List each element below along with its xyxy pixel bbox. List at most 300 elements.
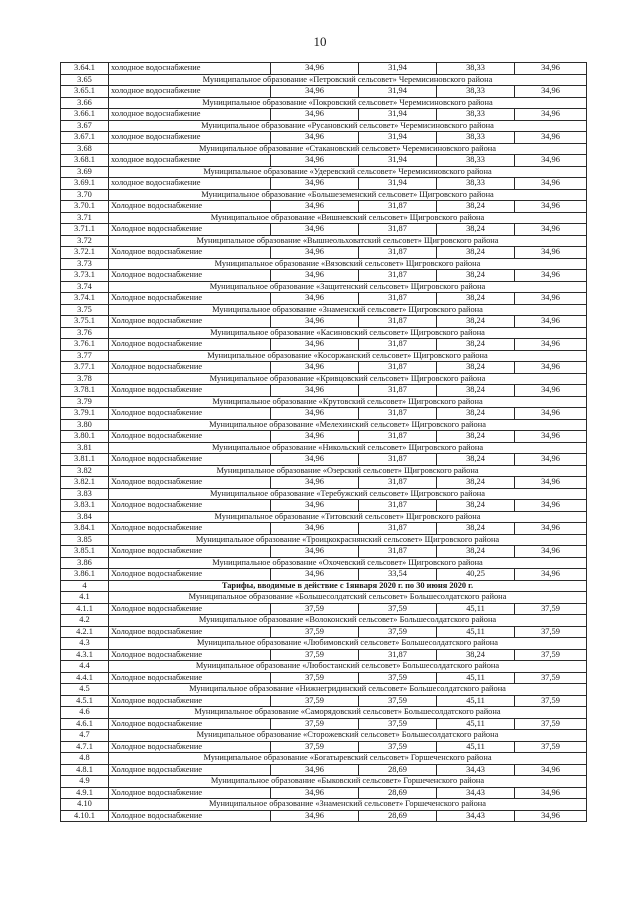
row-code: 3.81 [61, 442, 109, 454]
service-name: холодное водоснабжение [109, 155, 271, 167]
tariff-row [61, 787, 587, 799]
row-code: 4.9.1 [61, 787, 109, 799]
municipality-row [61, 753, 587, 765]
service-name: холодное водоснабжение [109, 178, 271, 190]
tariff-row [61, 270, 587, 282]
tariff-value: 31,87 [359, 339, 437, 351]
tariff-value: 38,33 [437, 63, 515, 75]
tariff-row [61, 649, 587, 661]
tariff-value: 31,94 [359, 86, 437, 98]
tariff-row [61, 672, 587, 684]
row-code: 4.8.1 [61, 764, 109, 776]
tariff-value: 45,11 [437, 741, 515, 753]
tariff-value: 38,24 [437, 477, 515, 489]
tariff-row [61, 546, 587, 558]
municipality-row [61, 235, 587, 247]
tariff-value: 34,96 [271, 546, 359, 558]
row-code: 4.3 [61, 638, 109, 650]
tariff-value: 31,87 [359, 408, 437, 420]
row-code: 3.77.1 [61, 362, 109, 374]
municipality-title: Муниципальное образование «Мелехинский сельсовет» Щигровского района [109, 419, 587, 431]
tariff-value: 34,96 [515, 270, 587, 282]
tariff-value: 38,24 [437, 546, 515, 558]
tariff-value: 37,59 [515, 718, 587, 730]
tariff-value: 34,96 [271, 109, 359, 121]
municipality-title: Муниципальное образование «Вязовский сельсовет» Щигровского района [109, 258, 587, 270]
tariff-row [61, 201, 587, 213]
tariff-value: 38,24 [437, 270, 515, 282]
tariff-value: 34,96 [271, 454, 359, 466]
tariff-value: 34,96 [271, 155, 359, 167]
row-code: 3.67.1 [61, 132, 109, 144]
tariff-row [61, 569, 587, 581]
tariff-value: 38,24 [437, 224, 515, 236]
tariff-row [61, 431, 587, 443]
tariff-value: 34,96 [515, 546, 587, 558]
tariff-row [61, 523, 587, 535]
tariff-value: 38,24 [437, 293, 515, 305]
tariff-value: 34,96 [271, 787, 359, 799]
row-code: 4.3.1 [61, 649, 109, 661]
service-name: Холодное водоснабжение [109, 695, 271, 707]
municipality-row [61, 638, 587, 650]
municipality-title: Муниципальное образование «Никольский сельсовет» Щигровского района [109, 442, 587, 454]
row-code: 3.78 [61, 373, 109, 385]
tariff-value: 38,24 [437, 454, 515, 466]
tariff-value: 37,59 [359, 672, 437, 684]
row-code: 3.80.1 [61, 431, 109, 443]
row-code: 3.68 [61, 143, 109, 155]
row-code: 4.5 [61, 684, 109, 696]
tariff-value: 34,96 [515, 178, 587, 190]
municipality-row [61, 557, 587, 569]
row-code: 3.72.1 [61, 247, 109, 259]
row-code: 3.85 [61, 534, 109, 546]
tariff-value: 34,96 [271, 385, 359, 397]
row-code: 3.73 [61, 258, 109, 270]
municipality-title: Муниципальное образование «Вишневский сельсовет» Щигровского района [109, 212, 587, 224]
row-code: 4.7.1 [61, 741, 109, 753]
service-name: Холодное водоснабжение [109, 339, 271, 351]
tariff-value: 34,96 [271, 63, 359, 75]
tariff-value: 31,87 [359, 201, 437, 213]
tariff-value: 31,87 [359, 546, 437, 558]
tariff-value: 34,96 [515, 63, 587, 75]
tariff-row [61, 500, 587, 512]
municipality-row [61, 730, 587, 742]
tariff-row [61, 63, 587, 75]
tariff-value: 31,87 [359, 477, 437, 489]
tariff-row [61, 718, 587, 730]
municipality-title: Муниципальное образование «Быковский сельсовет» Горшеченского района [109, 776, 587, 788]
tariff-value: 37,59 [359, 741, 437, 753]
municipality-row [61, 373, 587, 385]
row-code: 3.79 [61, 396, 109, 408]
tariff-value: 34,96 [515, 316, 587, 328]
row-code: 3.85.1 [61, 546, 109, 558]
row-code: 3.75.1 [61, 316, 109, 328]
municipality-row [61, 684, 587, 696]
tariff-value: 37,59 [515, 672, 587, 684]
row-code: 3.72 [61, 235, 109, 247]
service-name: Холодное водоснабжение [109, 523, 271, 535]
tariff-value: 34,96 [515, 408, 587, 420]
row-code: 4.1.1 [61, 603, 109, 615]
tariff-value: 34,96 [271, 201, 359, 213]
tariff-value: 37,59 [515, 695, 587, 707]
tariff-row [61, 385, 587, 397]
tariff-value: 38,33 [437, 109, 515, 121]
row-code: 3.65 [61, 74, 109, 86]
tariff-value: 34,96 [271, 293, 359, 305]
tariff-value: 37,59 [515, 603, 587, 615]
tariff-value: 34,96 [271, 178, 359, 190]
tariff-value: 31,87 [359, 500, 437, 512]
service-name: Холодное водоснабжение [109, 454, 271, 466]
tariff-value: 34,96 [271, 270, 359, 282]
municipality-row [61, 465, 587, 477]
row-code: 4.1 [61, 592, 109, 604]
row-code: 3.67 [61, 120, 109, 132]
section-title: Тарифы, вводимые в действие с 1января 2020 г. по 30 июня 2020 г. [109, 580, 587, 592]
tariff-value: 38,24 [437, 523, 515, 535]
row-code: 3.82 [61, 465, 109, 477]
municipality-title: Муниципальное образование «Стаканoвский сельсовет» Черемисиновского района [109, 143, 587, 155]
municipality-row [61, 534, 587, 546]
municipality-row [61, 511, 587, 523]
municipality-title: Муниципальное образование «Удеревский сельсовет» Черемисиновского района [109, 166, 587, 178]
tariff-value: 34,96 [515, 155, 587, 167]
tariff-value: 37,59 [271, 672, 359, 684]
tariff-value: 34,96 [271, 500, 359, 512]
row-code: 3.70.1 [61, 201, 109, 213]
row-code: 3.84.1 [61, 523, 109, 535]
tariff-value: 33,54 [359, 569, 437, 581]
row-code: 4.4.1 [61, 672, 109, 684]
municipality-title: Муниципальное образование «Касиновский сельсовет» Щигровского района [109, 327, 587, 339]
municipality-title: Муниципальное образование «Кривцовский сельсовет» Щигровского района [109, 373, 587, 385]
tariff-value: 38,24 [437, 339, 515, 351]
tariff-row [61, 224, 587, 236]
tariff-row [61, 178, 587, 190]
row-code: 3.81.1 [61, 454, 109, 466]
tariff-row [61, 408, 587, 420]
tariff-value: 37,59 [515, 649, 587, 661]
row-code: 4 [61, 580, 109, 592]
tariff-value: 34,96 [271, 339, 359, 351]
municipality-row [61, 776, 587, 788]
service-name: Холодное водоснабжение [109, 385, 271, 397]
row-code: 4.10.1 [61, 810, 109, 822]
municipality-row [61, 143, 587, 155]
row-code: 3.66 [61, 97, 109, 109]
tariff-value: 34,96 [515, 247, 587, 259]
row-code: 4.8 [61, 753, 109, 765]
tariff-row [61, 477, 587, 489]
tariff-value: 37,59 [271, 649, 359, 661]
tariff-row [61, 454, 587, 466]
tariff-value: 45,11 [437, 603, 515, 615]
row-code: 3.83 [61, 488, 109, 500]
tariff-value: 45,11 [437, 672, 515, 684]
municipality-title: Муниципальное образование «Волоконский сельсовет» Большесолдатского района [109, 615, 587, 627]
tariff-value: 38,24 [437, 316, 515, 328]
tariff-value: 34,96 [515, 810, 587, 822]
tariff-value: 34,96 [515, 109, 587, 121]
tariff-value: 34,96 [271, 523, 359, 535]
tariff-value: 45,11 [437, 718, 515, 730]
municipality-title: Муниципальное образование «Знаменский сельсовет» Горшеченского района [109, 799, 587, 811]
tariff-value: 34,96 [515, 454, 587, 466]
tariff-value: 34,96 [515, 523, 587, 535]
tariff-table-body [61, 63, 587, 822]
service-name: Холодное водоснабжение [109, 500, 271, 512]
municipality-title: Муниципальное образование «Знаменский сельсовет» Щигровского района [109, 304, 587, 316]
tariff-value: 31,87 [359, 270, 437, 282]
tariff-value: 34,96 [271, 431, 359, 443]
service-name: холодное водоснабжение [109, 86, 271, 98]
service-name: Холодное водоснабжение [109, 672, 271, 684]
tariff-row [61, 132, 587, 144]
tariff-row [61, 155, 587, 167]
row-code: 4.6.1 [61, 718, 109, 730]
municipality-title: Муниципальное образование «Большеземенский сельсовет» Щигровского района [109, 189, 587, 201]
tariff-value: 34,96 [515, 224, 587, 236]
service-name: Холодное водоснабжение [109, 649, 271, 661]
row-code: 3.82.1 [61, 477, 109, 489]
service-name: Холодное водоснабжение [109, 316, 271, 328]
municipality-row [61, 281, 587, 293]
tariff-value: 38,33 [437, 86, 515, 98]
row-code: 3.77 [61, 350, 109, 362]
tariff-value: 31,87 [359, 431, 437, 443]
row-code: 3.70 [61, 189, 109, 201]
row-code: 3.78.1 [61, 385, 109, 397]
tariff-value: 34,96 [515, 500, 587, 512]
tariff-value: 31,87 [359, 454, 437, 466]
tariff-value: 37,59 [271, 695, 359, 707]
tariff-value: 38,24 [437, 431, 515, 443]
row-code: 4.2.1 [61, 626, 109, 638]
service-name: Холодное водоснабжение [109, 741, 271, 753]
tariff-row [61, 247, 587, 259]
tariff-value: 34,96 [515, 764, 587, 776]
tariff-value: 31,87 [359, 362, 437, 374]
row-code: 3.74.1 [61, 293, 109, 305]
row-code: 3.69.1 [61, 178, 109, 190]
tariff-row [61, 810, 587, 822]
section-header-row [61, 580, 587, 592]
tariff-value: 34,96 [271, 764, 359, 776]
tariff-value: 40,25 [437, 569, 515, 581]
tariff-row [61, 109, 587, 121]
service-name: Холодное водоснабжение [109, 477, 271, 489]
service-name: холодное водоснабжение [109, 109, 271, 121]
tariff-value: 31,94 [359, 132, 437, 144]
tariff-value: 31,94 [359, 109, 437, 121]
tariff-value: 31,94 [359, 63, 437, 75]
tariff-value: 34,96 [515, 339, 587, 351]
tariff-value: 38,24 [437, 247, 515, 259]
tariff-value: 34,96 [515, 86, 587, 98]
service-name: Холодное водоснабжение [109, 603, 271, 615]
municipality-title: Муниципальное образование «Вышнеольховатский сельсовет» Щигровского района [109, 235, 587, 247]
row-code: 4.5.1 [61, 695, 109, 707]
tariff-value: 34,96 [515, 477, 587, 489]
row-code: 3.64.1 [61, 63, 109, 75]
tariff-value: 28,69 [359, 810, 437, 822]
tariff-value: 34,96 [271, 569, 359, 581]
tariff-value: 38,33 [437, 132, 515, 144]
municipality-row [61, 97, 587, 109]
tariff-row [61, 764, 587, 776]
municipality-row [61, 396, 587, 408]
municipality-title: Муниципальное образование «Крутовский сельсовет» Щигровского района [109, 396, 587, 408]
tariff-value: 31,87 [359, 247, 437, 259]
tariff-value: 37,59 [271, 626, 359, 638]
tariff-row [61, 316, 587, 328]
row-code: 3.76.1 [61, 339, 109, 351]
tariff-value: 34,96 [515, 787, 587, 799]
tariff-row [61, 603, 587, 615]
tariff-value: 34,96 [271, 86, 359, 98]
row-code: 4.9 [61, 776, 109, 788]
tariff-row [61, 626, 587, 638]
municipality-title: Муниципальное образование «Охочевский сельсовет» Щигровского района [109, 557, 587, 569]
tariff-value: 37,59 [359, 603, 437, 615]
row-code: 3.79.1 [61, 408, 109, 420]
tariff-value: 31,87 [359, 224, 437, 236]
municipality-title: Муниципальное образование «Саморядовский сельсовет» Большесолдатского района [109, 707, 587, 719]
municipality-row [61, 661, 587, 673]
service-name: Холодное водоснабжение [109, 362, 271, 374]
tariff-value: 37,59 [515, 626, 587, 638]
tariff-value: 34,96 [515, 362, 587, 374]
tariff-value: 38,24 [437, 500, 515, 512]
service-name: Холодное водоснабжение [109, 431, 271, 443]
tariff-value: 38,24 [437, 201, 515, 213]
tariff-value: 38,33 [437, 155, 515, 167]
tariff-value: 34,96 [271, 224, 359, 236]
tariff-value: 34,96 [271, 810, 359, 822]
tariff-value: 37,59 [271, 718, 359, 730]
row-code: 3.84 [61, 511, 109, 523]
municipality-title: Муниципальное образование «Русановский сельсовет» Черемисиновского района [109, 120, 587, 132]
municipality-title: Муниципальное образование «Сторожевский сельсовет» Большесолдатского района [109, 730, 587, 742]
municipality-title: Муниципальное образование «Покровский сельсовет» Черемисиновского района [109, 97, 587, 109]
row-code: 3.83.1 [61, 500, 109, 512]
service-name: Холодное водоснабжение [109, 293, 271, 305]
tariff-value: 34,96 [515, 385, 587, 397]
municipality-row [61, 258, 587, 270]
tariff-value: 34,96 [271, 132, 359, 144]
tariff-value: 38,24 [437, 385, 515, 397]
tariff-value: 34,96 [271, 247, 359, 259]
service-name: холодное водоснабжение [109, 63, 271, 75]
row-code: 3.76 [61, 327, 109, 339]
tariff-value: 38,24 [437, 649, 515, 661]
tariff-value: 37,59 [359, 626, 437, 638]
service-name: Холодное водоснабжение [109, 408, 271, 420]
service-name: Холодное водоснабжение [109, 626, 271, 638]
municipality-row [61, 592, 587, 604]
municipality-row [61, 488, 587, 500]
row-code: 3.71.1 [61, 224, 109, 236]
tariff-value: 37,59 [271, 741, 359, 753]
municipality-row [61, 120, 587, 132]
tariff-value: 34,96 [515, 569, 587, 581]
tariff-value: 34,96 [515, 132, 587, 144]
tariff-value: 34,96 [515, 293, 587, 305]
tariff-value: 31,94 [359, 178, 437, 190]
municipality-row [61, 419, 587, 431]
service-name: Холодное водоснабжение [109, 810, 271, 822]
municipality-title: Муниципальное образование «Большесолдатский сельсовет» Большесолдатского района [109, 592, 587, 604]
tariff-value: 28,69 [359, 787, 437, 799]
municipality-title: Муниципальное образование «Петровский сельсовет» Черемисиновского района [109, 74, 587, 86]
tariff-value: 31,94 [359, 155, 437, 167]
row-code: 3.71 [61, 212, 109, 224]
service-name: Холодное водоснабжение [109, 546, 271, 558]
municipality-title: Муниципальное образование «Богатыревский сельсовет» Горшеченского района [109, 753, 587, 765]
service-name: Холодное водоснабжение [109, 270, 271, 282]
municipality-title: Муниципальное образование «Озерский сельсовет» Щигровского района [109, 465, 587, 477]
page-number: 10 [313, 34, 327, 49]
municipality-row [61, 74, 587, 86]
row-code: 3.86 [61, 557, 109, 569]
service-name: Холодное водоснабжение [109, 201, 271, 213]
tariff-value: 34,96 [271, 408, 359, 420]
tariff-value: 34,96 [515, 431, 587, 443]
tariff-value: 38,33 [437, 178, 515, 190]
tariff-row [61, 741, 587, 753]
tariff-value: 31,87 [359, 293, 437, 305]
tariff-value: 37,59 [271, 603, 359, 615]
row-code: 3.68.1 [61, 155, 109, 167]
service-name: Холодное водоснабжение [109, 247, 271, 259]
tariff-row [61, 695, 587, 707]
row-code: 4.4 [61, 661, 109, 673]
service-name: холодное водоснабжение [109, 132, 271, 144]
municipality-title: Муниципальное образование «Любостанский сельсовет» Большесолдатского района [109, 661, 587, 673]
tariff-value: 38,24 [437, 408, 515, 420]
municipality-row [61, 166, 587, 178]
municipality-title: Муниципальное образование «Теребужский сельсовет» Щигровского района [109, 488, 587, 500]
tariff-value: 34,96 [515, 201, 587, 213]
tariff-value: 34,96 [271, 477, 359, 489]
tariff-value: 37,59 [359, 718, 437, 730]
row-code: 3.86.1 [61, 569, 109, 581]
row-code: 4.2 [61, 615, 109, 627]
row-code: 3.75 [61, 304, 109, 316]
municipality-row [61, 442, 587, 454]
tariff-value: 45,11 [437, 626, 515, 638]
row-code: 3.69 [61, 166, 109, 178]
service-name: Холодное водоснабжение [109, 718, 271, 730]
service-name: Холодное водоснабжение [109, 569, 271, 581]
municipality-title: Муниципальное образование «Любимовский сельсовет» Большесолдатского района [109, 638, 587, 650]
row-code: 3.80 [61, 419, 109, 431]
municipality-row [61, 615, 587, 627]
municipality-row [61, 212, 587, 224]
row-code: 4.6 [61, 707, 109, 719]
row-code: 4.7 [61, 730, 109, 742]
municipality-title: Муниципальное образование «Косоржанский сельсовет» Щигровского района [109, 350, 587, 362]
tariff-value: 31,87 [359, 316, 437, 328]
municipality-row [61, 304, 587, 316]
municipality-title: Муниципальное образование «Титовский сельсовет» Щигровского района [109, 511, 587, 523]
tariff-value: 34,43 [437, 764, 515, 776]
